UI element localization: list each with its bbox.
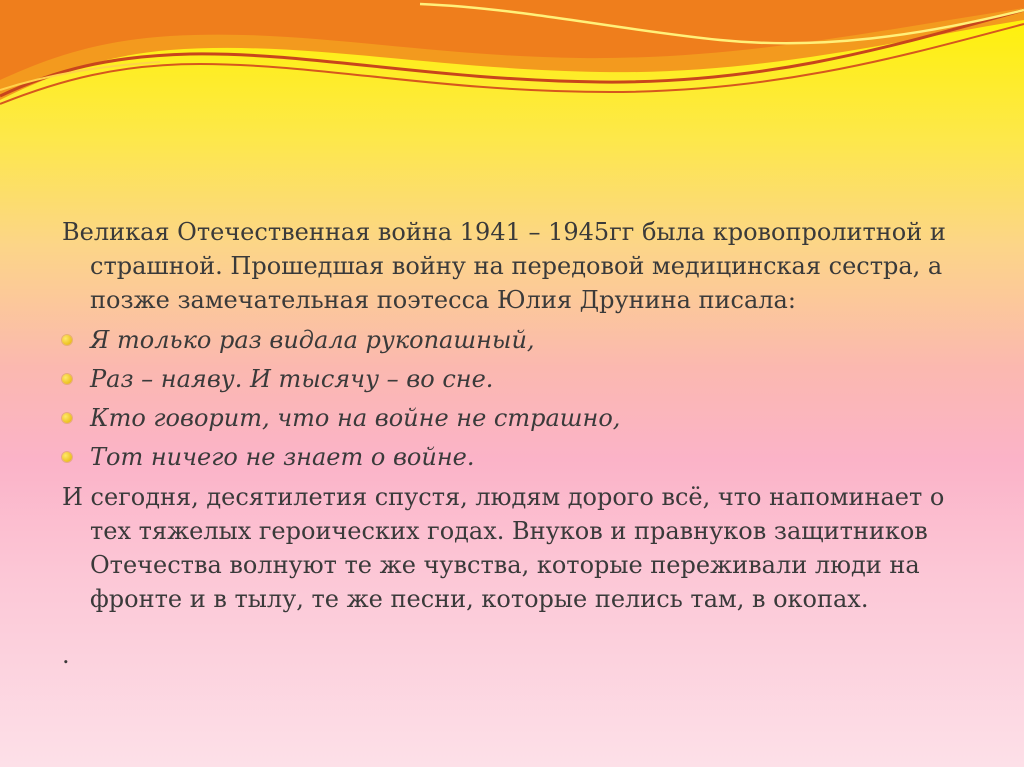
poem-line-text: Раз – наяву. И тысячу – во сне. [90,365,494,393]
poem-line [62,323,982,357]
poem-line-text: Кто говорит, что на войне не страшно, [90,404,621,432]
poem-line-text: Тот ничего не знает о войне. [90,443,475,471]
intro-paragraph: Великая Отечественная война 1941 – 1945гг была кровопролитной и страшной. Прошедшая войну на передовой медицинская сестра, а позже замечательная поэтесса Юлия Друнина писала: [62,218,946,314]
trailing-mark: . [62,641,70,669]
slide-body [62,215,982,672]
poem-line-text: Я только раз видала рукопашный, [90,326,535,354]
conclusion-paragraph: И сегодня, десятилетия спустя, людям дорого всё, что напоминает о тех тяжелых героических годах. Внуков и правнуков защитников Отечества волнуют те же чувства, которые переживали люди на фронте и в тылу, те же песни, которые пелись там, в окопах. [62,483,945,613]
poem-line [62,362,982,396]
header-wave-decoration [0,0,1024,130]
bullet-icon [62,452,72,462]
poem-list [62,323,982,474]
poem-line [62,440,982,474]
bullet-icon [62,335,72,345]
bullet-icon [62,374,72,384]
bullet-icon [62,413,72,423]
poem-line [62,401,982,435]
